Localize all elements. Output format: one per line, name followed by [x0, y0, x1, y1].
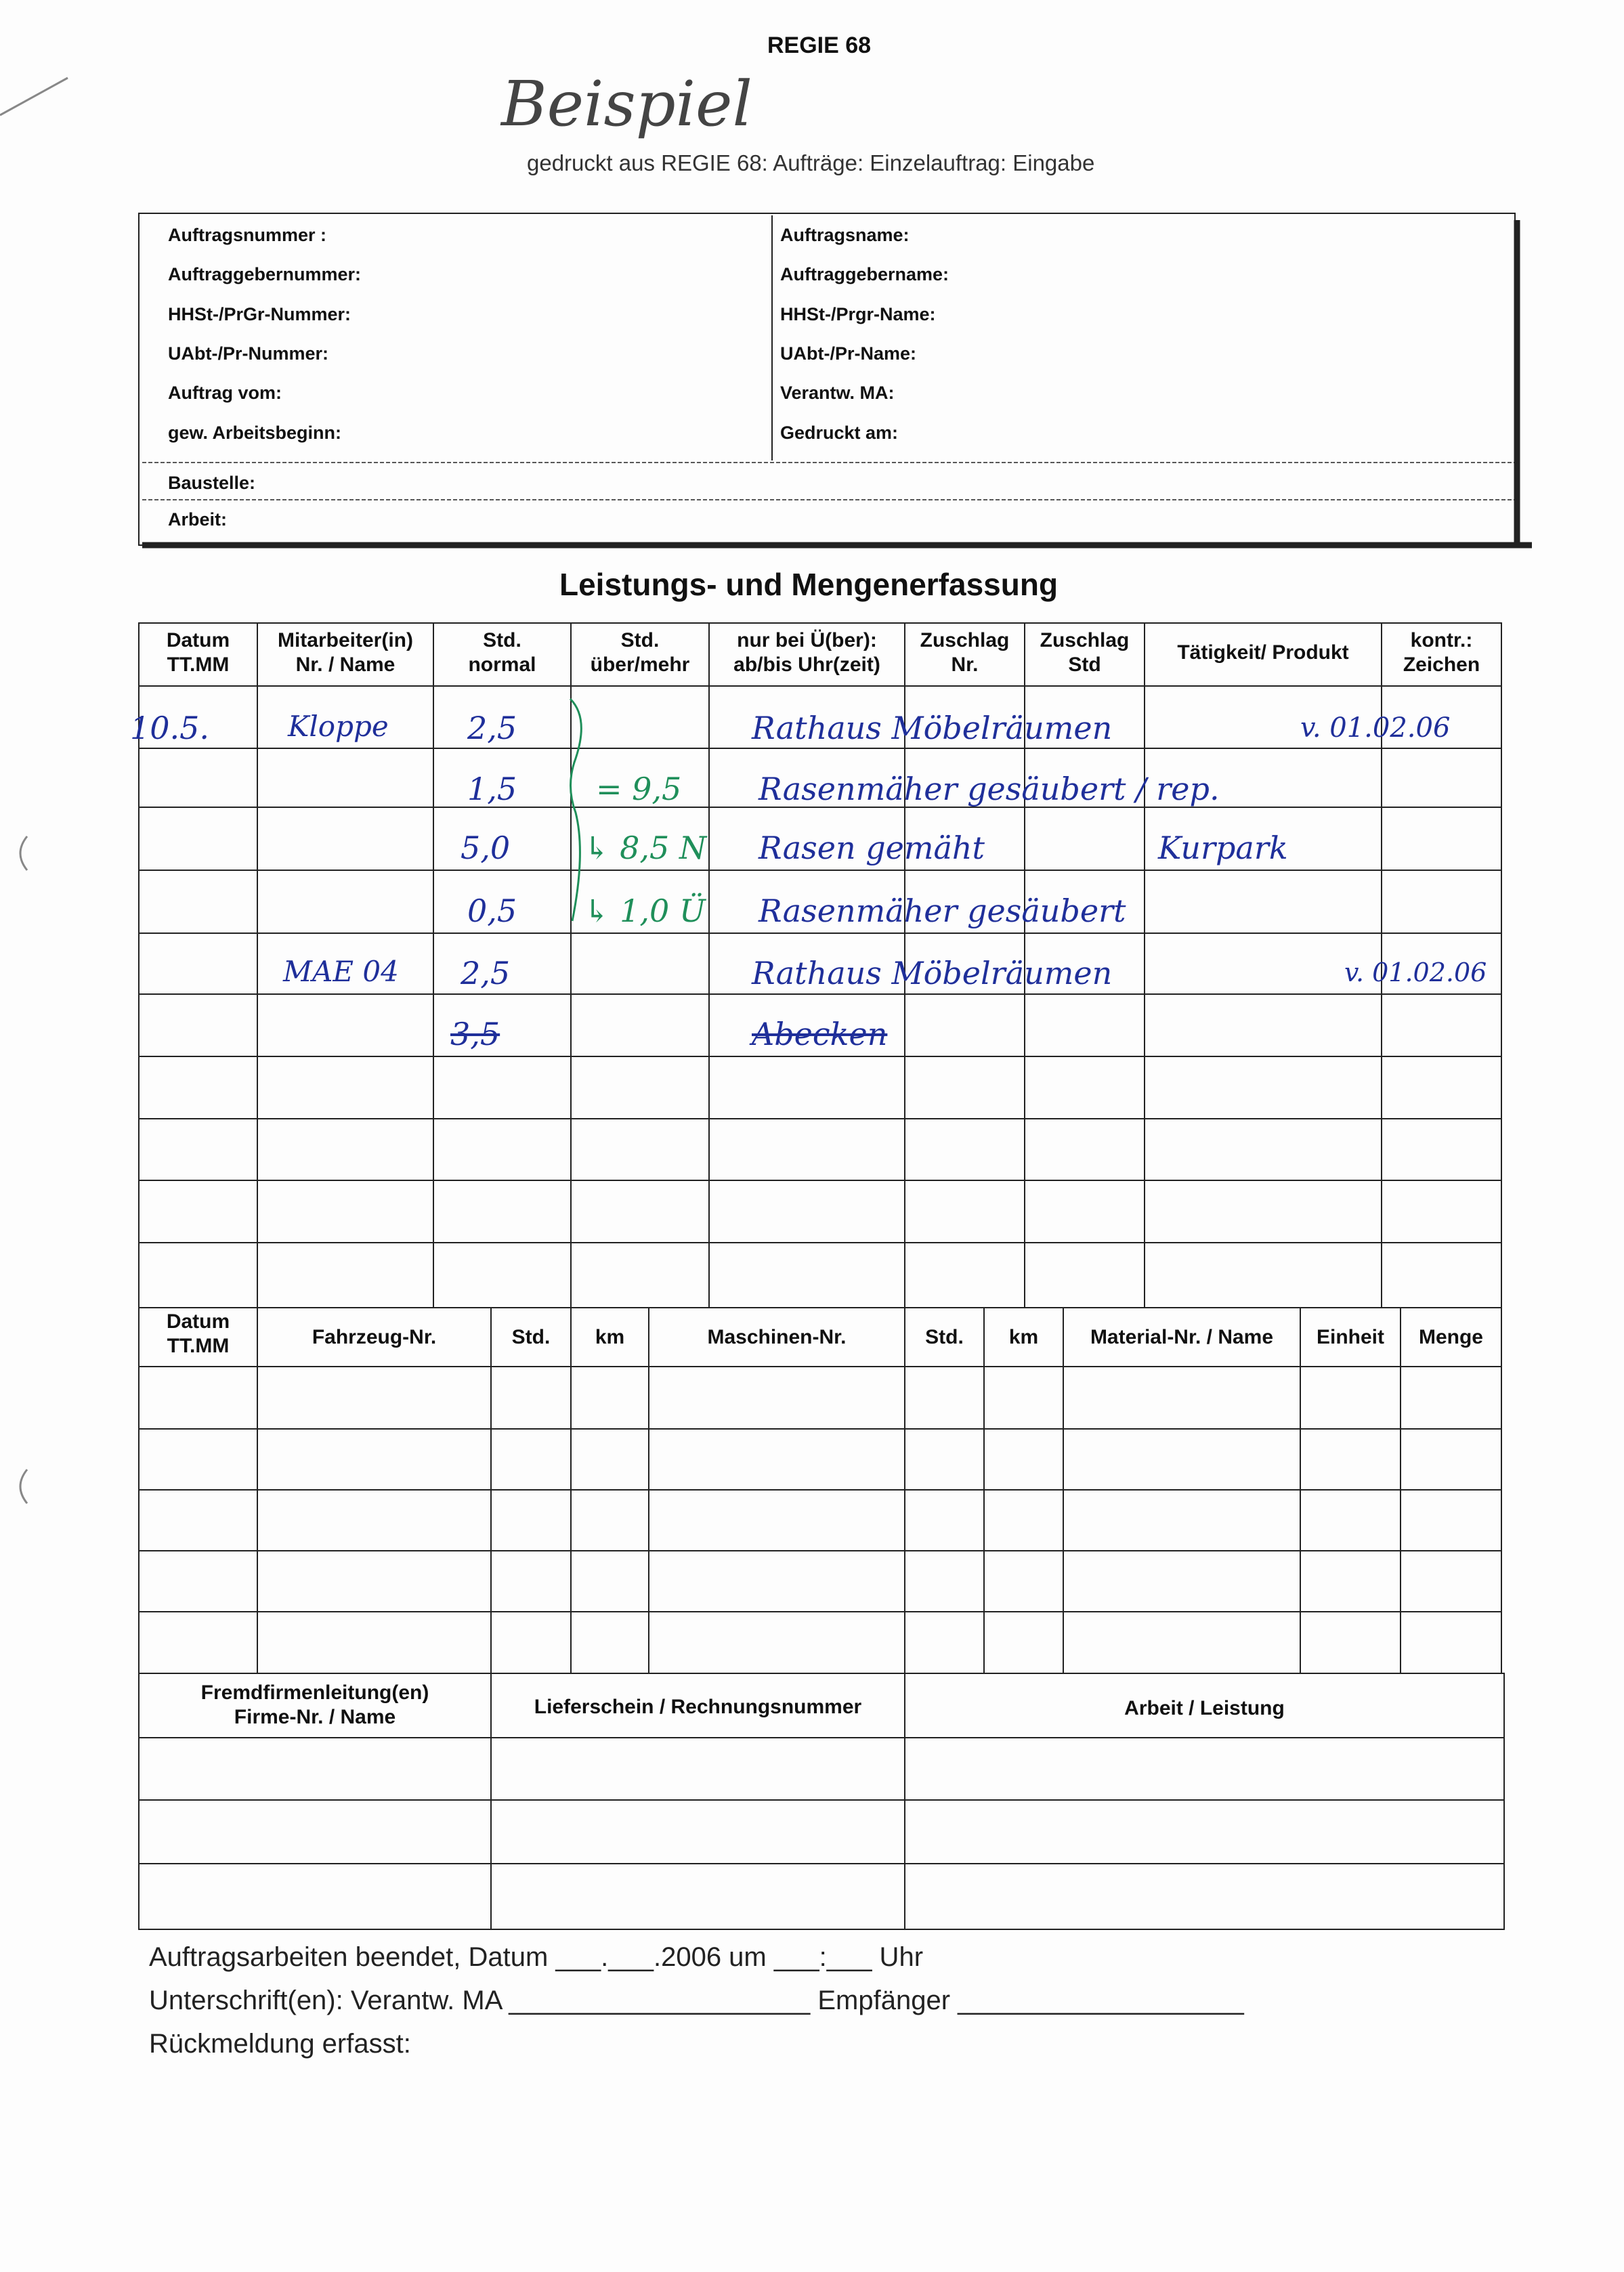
t1-col-mitarbeiter-l2: Nr. / Name	[295, 653, 396, 676]
t1-col-mitarbeiter	[257, 628, 433, 677]
t2-col-std-2: Std.	[925, 1326, 964, 1348]
hw-task-2: Rasenmäher gesäubert / rep.	[758, 771, 1220, 807]
info-left-4: Auftrag vom:	[168, 383, 282, 403]
hw-task-4: Rasenmäher gesäubert	[758, 893, 1126, 929]
t1-col-zuschlag-std	[1025, 628, 1145, 677]
hw-task-1-date: v. 01.02.06	[1300, 712, 1451, 744]
info-arbeit: Arbeit:	[168, 509, 227, 530]
hw-date-1: 10.5.	[130, 710, 210, 746]
hw-std-2: 1,5	[467, 771, 517, 807]
footer-feedback: Rückmeldung erfasst:	[149, 2029, 411, 2059]
info-left-3: UAbt-/Pr-Nummer:	[168, 343, 329, 364]
t1-col-kontr	[1382, 628, 1501, 677]
print-subtitle: gedruckt aus REGIE 68: Aufträge: Einzelauftrag: Eingabe	[527, 150, 1095, 175]
t1-col-datum	[139, 628, 257, 677]
hw-task-3b: Kurpark	[1158, 830, 1288, 866]
t2-col-maschinen: Maschinen-Nr.	[707, 1326, 847, 1348]
t1-col-std-normal-l2: normal	[468, 653, 536, 676]
info-baustelle: Baustelle:	[168, 473, 256, 493]
hw-task-1: Rathaus Möbelräumen	[752, 710, 1113, 746]
hw-note-n: ↳ 8,5 N	[584, 830, 707, 866]
info-right-3: UAbt-/Pr-Name:	[780, 343, 917, 364]
info-left-5: gew. Arbeitsbeginn:	[168, 423, 342, 443]
info-right-2: HHSt-/Prgr-Name:	[780, 304, 936, 324]
t1-col-std-ueber-l2: über/mehr	[590, 653, 690, 676]
hw-std-1: 2,5	[467, 710, 517, 746]
hw-std-5: 2,5	[461, 955, 511, 991]
footer-completed: Auftragsarbeiten beendet, Datum ___.___.2006 um ___:___ Uhr	[149, 1942, 924, 1972]
t1-col-std-ueber-l1: Std.	[620, 629, 660, 651]
hw-note-u: ↳ 1,0 Ü	[584, 893, 706, 929]
info-left-2: HHSt-/PrGr-Nummer:	[168, 304, 351, 324]
t1-col-zuschlag-nr	[905, 628, 1025, 677]
hw-task-6: Abecken	[752, 1016, 888, 1052]
footer-signatures: Unterschrift(en): Verantw. MA ____________________ Empfänger ___________________	[149, 1986, 1244, 2015]
hw-name-1: Kloppe	[288, 710, 389, 743]
t2-col-material: Material-Nr. / Name	[1090, 1326, 1274, 1348]
info-right-1: Auftraggebername:	[780, 264, 949, 284]
info-left-0: Auftragsnummer :	[168, 225, 327, 245]
t2-col-einheit: Einheit	[1316, 1326, 1384, 1348]
t1-col-uhrzeit	[709, 628, 905, 677]
t3-col-fremdfirma-l1: Fremdfirmenleitung(en)	[200, 1681, 429, 1704]
t1-col-zuschlag-std-l1: Zuschlag	[1040, 629, 1130, 651]
t2-col-fahrzeug: Fahrzeug-Nr.	[312, 1326, 437, 1348]
t1-col-std-ueber	[571, 628, 709, 677]
info-right-4: Verantw. MA:	[780, 383, 895, 403]
t1-col-mitarbeiter-l1: Mitarbeiter(in)	[277, 629, 413, 651]
beispiel-stamp: Beispiel	[501, 68, 752, 140]
t3-col-arbeit: Arbeit / Leistung	[1124, 1697, 1285, 1719]
hw-name-2: MAE 04	[283, 955, 399, 988]
t3-col-lieferschein: Lieferschein / Rechnungsnummer	[534, 1696, 862, 1718]
info-right-0: Auftragsname:	[780, 225, 910, 245]
hw-std-6: 3,5	[450, 1016, 500, 1052]
hw-task-3: Rasen gemäht	[758, 830, 985, 866]
t3-col-fremdfirma	[139, 1681, 491, 1730]
t1-col-zuschlag-std-l2: Std	[1068, 653, 1101, 676]
hw-std-3: 5,0	[461, 830, 511, 866]
t1-col-kontr-l1: kontr.:	[1410, 629, 1473, 651]
hw-std-4: 0,5	[467, 893, 517, 929]
info-right-5: Gedruckt am:	[780, 423, 899, 443]
t1-col-uhrzeit-l2: ab/bis Uhr(zeit)	[733, 653, 880, 676]
t1-col-std-normal	[433, 628, 571, 677]
hw-task-5-date: v. 01.02.06	[1344, 958, 1487, 987]
t2-col-datum-l1: Datum	[166, 1310, 230, 1333]
t1-col-datum-l1: Datum	[166, 629, 230, 651]
t2-col-std-1: Std.	[511, 1326, 551, 1348]
info-left-1: Auftraggebernummer:	[168, 264, 362, 284]
t1-col-taetigkeit: Tätigkeit/ Produkt	[1177, 641, 1349, 664]
t2-col-menge: Menge	[1418, 1326, 1483, 1348]
t1-col-uhrzeit-l1: nur bei Ü(ber):	[737, 629, 877, 651]
t2-col-km-2: km	[1008, 1326, 1039, 1348]
t2-col-datum	[139, 1310, 257, 1358]
t1-col-std-normal-l1: Std.	[483, 629, 521, 651]
hw-task-5: Rathaus Möbelräumen	[752, 955, 1113, 991]
t1-col-datum-l2: TT.MM	[167, 653, 230, 676]
t2-col-km-1: km	[595, 1326, 625, 1348]
regie-heading: REGIE 68	[767, 33, 872, 58]
t2-col-datum-l2: TT.MM	[167, 1335, 230, 1357]
t1-col-zuschlag-nr-l1: Zuschlag	[920, 629, 1010, 651]
hw-sum: = 9,5	[596, 771, 682, 807]
page-title: Leistungs- und Mengenerfassung	[559, 567, 1059, 602]
t1-col-kontr-l2: Zeichen	[1403, 653, 1480, 676]
t1-col-zuschlag-nr-l2: Nr.	[951, 653, 979, 676]
t3-col-fremdfirma-l2: Firme-Nr. / Name	[234, 1706, 396, 1728]
